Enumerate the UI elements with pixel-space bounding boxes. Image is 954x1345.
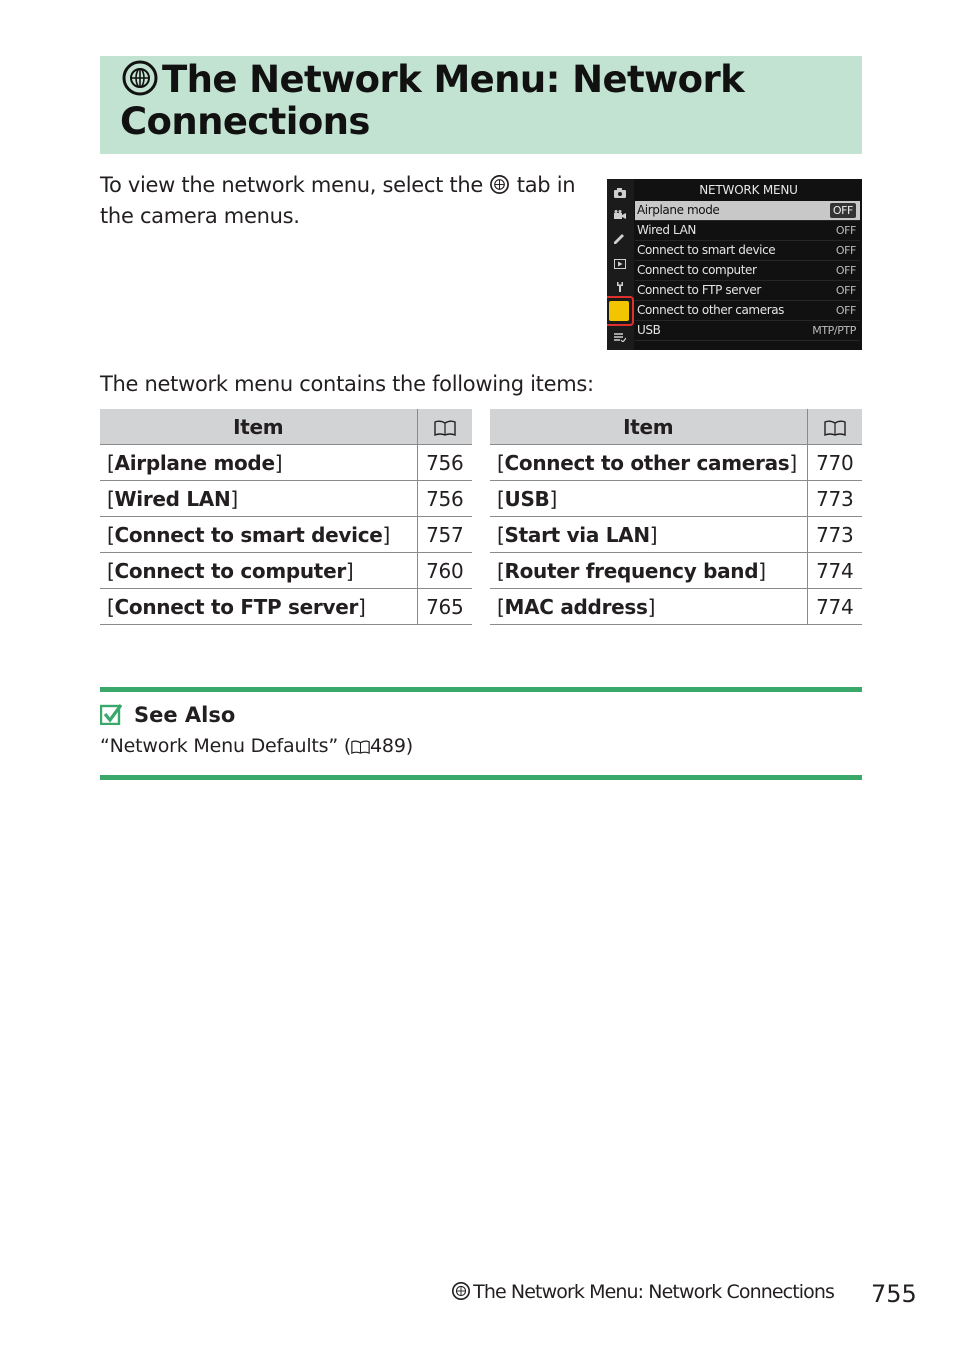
screen-row-value: OFF <box>835 284 856 297</box>
see-also-box <box>100 687 862 780</box>
screen-row <box>635 201 860 221</box>
screen-row <box>635 261 860 281</box>
camera-menu-screenshot <box>607 179 862 350</box>
table-row <box>100 445 472 481</box>
column-header-item: Item <box>490 409 807 445</box>
wrench-icon <box>614 282 626 292</box>
table-item-cell: [Connect to computer] <box>100 553 417 589</box>
table-intro: The network menu contains the following items: <box>100 372 594 396</box>
table-row <box>100 589 472 625</box>
table-item-cell: [MAC address] <box>490 589 807 625</box>
network-tab-icon <box>609 301 629 321</box>
screen-row <box>635 281 860 301</box>
table-header-row <box>490 409 862 445</box>
network-tab-selected <box>607 296 634 326</box>
table-header-row <box>100 409 472 445</box>
page-ref-cell: 773 <box>807 481 862 517</box>
book-icon <box>434 420 456 436</box>
table-row <box>490 589 862 625</box>
column-header-page <box>807 409 862 445</box>
table-row <box>490 553 862 589</box>
network-globe-icon <box>451 1281 471 1301</box>
see-also-heading <box>100 702 235 728</box>
screen-row <box>635 301 860 321</box>
see-also-heading-text: See Also <box>134 703 236 727</box>
table-row <box>100 517 472 553</box>
book-icon <box>824 420 846 436</box>
table-item-cell: [Airplane mode] <box>100 445 417 481</box>
page-title-text: The Network Menu: Network Connections <box>120 58 745 143</box>
see-also-ref-close: ) <box>405 735 413 757</box>
items-table-left <box>100 409 472 625</box>
table-item-cell: [Connect to other cameras] <box>490 445 807 481</box>
screen-row-value: OFF <box>835 244 856 257</box>
camera-icon <box>614 188 626 198</box>
table-item-cell: [Connect to FTP server] <box>100 589 417 625</box>
screen-row-label: Wired LAN <box>637 223 696 237</box>
item-name: Router frequency band <box>504 558 759 583</box>
table-item-cell: [USB] <box>490 481 807 517</box>
item-name: Wired LAN <box>114 486 231 511</box>
screen-row-label: Airplane mode <box>637 203 720 217</box>
book-icon <box>351 740 370 754</box>
column-header-item: Item <box>100 409 417 445</box>
screen-row-value: OFF <box>835 304 856 317</box>
item-name: Connect to FTP server <box>114 594 359 619</box>
screen-row-value: OFF <box>835 264 856 277</box>
footer-section-title <box>451 1278 834 1306</box>
screen-row-label: Connect to smart device <box>637 243 776 257</box>
item-name: USB <box>504 486 550 511</box>
column-header-page <box>417 409 472 445</box>
table-item-cell: [Connect to smart device] <box>100 517 417 553</box>
page-ref-cell: 770 <box>807 445 862 481</box>
intro-text-1: To view the network menu, select the <box>100 173 483 197</box>
intro-paragraph <box>100 170 590 232</box>
item-name: Connect to smart device <box>114 522 383 547</box>
title-banner <box>100 56 862 154</box>
page-number: 755 <box>871 1280 917 1308</box>
screen-row-value: OFF <box>835 224 856 237</box>
menu-tab-bar <box>607 179 634 350</box>
table-item-cell: [Wired LAN] <box>100 481 417 517</box>
screen-row-label: Connect to computer <box>637 263 757 277</box>
item-name: Connect to other cameras <box>504 450 790 475</box>
table-row <box>100 553 472 589</box>
table-item-cell: [Router frequency band] <box>490 553 807 589</box>
item-name: Connect to computer <box>114 558 346 583</box>
movie-camera-icon <box>614 210 626 220</box>
page-ref-cell: 774 <box>807 589 862 625</box>
network-globe-icon <box>489 174 510 195</box>
page-ref-cell: 756 <box>417 445 472 481</box>
item-name: MAC address <box>504 594 648 619</box>
item-name: Airplane mode <box>114 450 275 475</box>
screen-row-value: MTP/PTP <box>812 324 856 337</box>
table-row <box>490 445 862 481</box>
see-also-ref-text: “Network Menu Defaults” ( <box>100 735 352 757</box>
item-name: Start via LAN <box>504 522 650 547</box>
screen-title: NETWORK MENU <box>699 183 798 197</box>
screen-row <box>635 321 860 341</box>
footer-section-text: The Network Menu: Network Connections <box>473 1281 834 1303</box>
screen-row <box>635 241 860 261</box>
screen-row-label: USB <box>637 323 661 337</box>
page-ref-cell: 757 <box>417 517 472 553</box>
network-globe-icon <box>120 58 160 98</box>
table-item-cell: [Start via LAN] <box>490 517 807 553</box>
table-row <box>100 481 472 517</box>
pencil-icon <box>614 234 626 244</box>
page-ref-cell: 774 <box>807 553 862 589</box>
table-row <box>490 517 862 553</box>
page-ref-cell: 756 <box>417 481 472 517</box>
screen-row-value: OFF <box>830 203 856 218</box>
screen-row-label: Connect to other cameras <box>637 303 785 317</box>
see-also-reference[interactable] <box>100 733 413 759</box>
page-ref-cell: 773 <box>807 517 862 553</box>
playback-icon <box>614 259 626 269</box>
see-also-ref-page: 489 <box>370 735 406 757</box>
screen-row-label: Connect to FTP server <box>637 283 761 297</box>
checkmark-icon <box>100 703 122 725</box>
items-table-right <box>490 409 862 625</box>
screen-row <box>635 221 860 241</box>
page-title <box>120 58 840 143</box>
my-menu-icon <box>614 332 626 342</box>
table-row <box>490 481 862 517</box>
intro-text-2: tab in the camera menus. <box>100 173 576 228</box>
page-ref-cell: 760 <box>417 553 472 589</box>
page-ref-cell: 765 <box>417 589 472 625</box>
